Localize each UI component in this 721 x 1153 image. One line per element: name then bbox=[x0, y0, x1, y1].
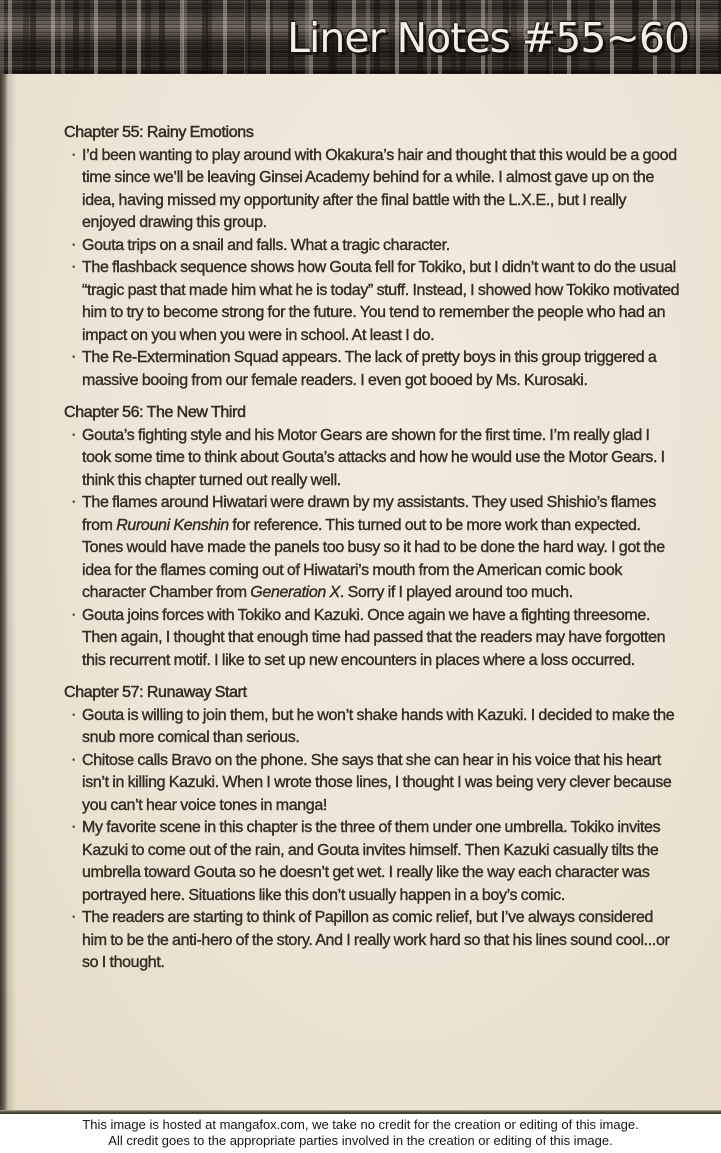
disclaimer-line-1: This image is hosted at mangafox.com, we take no credit for the creation or editing of this image. bbox=[82, 1117, 639, 1132]
bullet-icon: · bbox=[71, 425, 76, 443]
note-item bbox=[64, 817, 681, 907]
note-item bbox=[64, 605, 681, 673]
note-text: Gouta joins forces with Tokiko and Kazuki. Once again we have a fighting threesome. Then again, I thought that enough time had passed that the readers may have forgotten this recurrent motif. I like to set up new encounters in places where a loss occurred. bbox=[82, 606, 666, 669]
note-text: The Re-Extermination Squad appears. The lack of pretty boys in this group triggered a massive booing from our female readers. I even got booed by Ms. Kurosaki. bbox=[82, 349, 657, 389]
notes-list bbox=[64, 145, 681, 393]
note-item bbox=[64, 705, 681, 750]
note-text: Gouta trips on a snail and falls. What a tragic character. bbox=[82, 236, 450, 254]
bullet-icon: · bbox=[71, 818, 76, 835]
chapter-heading: Chapter 55: Rainy Emotions bbox=[64, 124, 254, 141]
sections bbox=[0, 74, 721, 1112]
note-text: The flashback sequence shows how Gouta fell for Tokiko, but I didn’t want to do the usual “tragic past that made him what he is today” stuff. Instead, I showed how Tokiko motivated him to try to become strong for the future. You tend to remember the people who had an impact on you when you were in school. At least I do. bbox=[82, 259, 680, 344]
note-item bbox=[64, 492, 681, 605]
chapter-section bbox=[64, 682, 681, 975]
bullet-icon: · bbox=[71, 750, 76, 768]
chapter-heading: Chapter 56: The New Third bbox=[64, 404, 246, 421]
chapter-heading: Chapter 57: Runaway Start bbox=[64, 684, 247, 701]
notes-list bbox=[64, 705, 681, 975]
bullet-icon: · bbox=[71, 348, 76, 365]
note-text: Gouta is willing to join them, but he won’t shake hands with Kazuki. I decided to make the snub more comical than serious. bbox=[82, 706, 675, 746]
note-text: Chitose calls Bravo on the phone. She says that she can hear in his voice that his heart isn’t in killing Kazuki. When I wrote those lines, I thought I was being very clever because you can’t hear voice tones in manga! bbox=[82, 751, 672, 814]
bullet-icon: · bbox=[71, 705, 76, 723]
note-item bbox=[64, 425, 681, 493]
chapter-section bbox=[64, 122, 681, 392]
disclaimer-line-2: All credit goes to the appropriate parties involved in the creation or editing of this image. bbox=[108, 1133, 613, 1148]
note-text: The readers are starting to think of Papillon as comic relief, but I’ve always considered him to be the anti-hero of the story. And I really work hard so that his lines sound cool...or so I thought. bbox=[82, 909, 670, 971]
header-tweed-texture bbox=[0, 0, 721, 74]
note-text: Gouta’s fighting style and his Motor Gears are shown for the first time. I’m really glad I took some time to think about Gouta’s attacks and how he would use the Motor Gears. I think this chapter turned out really well. bbox=[82, 426, 665, 489]
paper-area bbox=[0, 74, 721, 1112]
note-text: My favorite scene in this chapter is the three of them under one umbrella. Tokiko invites Kazuki to come out of the rain, and Gouta invites himself. Then Kazuki casually tilts the umbrella toward Gouta so he doesn’t get wet. I really like the way each character was portrayed here. Situations like this don’t usually happen in a boy’s comic. bbox=[82, 819, 661, 904]
note-item bbox=[64, 347, 681, 392]
page-binding-shadow bbox=[0, 74, 16, 1112]
notes-list bbox=[64, 425, 681, 673]
chapter-section bbox=[64, 402, 681, 672]
note-text: I’d been wanting to play around with Okakura’s hair and thought that this would be a good time since we’ll be leaving Ginsei Academy behind for a while. I almost gave up on the idea, having missed my opportunity after the final battle with the L.X.E., but I really enjoyed drawing this group. bbox=[82, 146, 677, 231]
liner-notes-title: Liner Notes #55~60 bbox=[287, 14, 689, 62]
bullet-icon: · bbox=[71, 908, 76, 925]
bullet-icon: · bbox=[71, 235, 76, 253]
bullet-icon: · bbox=[71, 145, 76, 163]
note-item bbox=[64, 907, 681, 975]
hosting-disclaimer bbox=[0, 1114, 721, 1153]
bullet-icon: · bbox=[71, 605, 76, 623]
note-item bbox=[64, 257, 681, 347]
bullet-icon: · bbox=[71, 258, 76, 275]
note-item bbox=[64, 235, 681, 258]
note-item bbox=[64, 750, 681, 818]
bullet-icon: · bbox=[71, 493, 76, 510]
note-text: The flames around Hiwatari were drawn by my assistants. They used Shishio’s flames from Rurouni Kenshin for reference. This turned out to be more work than expected. Tones would have made the panels too busy so it had to be done the hard way. I got the idea for the flames coming out of Hiwatari’s mouth from the American comic book character Chamber from Generation X. Sorry if I played around too much. bbox=[82, 494, 665, 601]
note-item bbox=[64, 145, 681, 235]
